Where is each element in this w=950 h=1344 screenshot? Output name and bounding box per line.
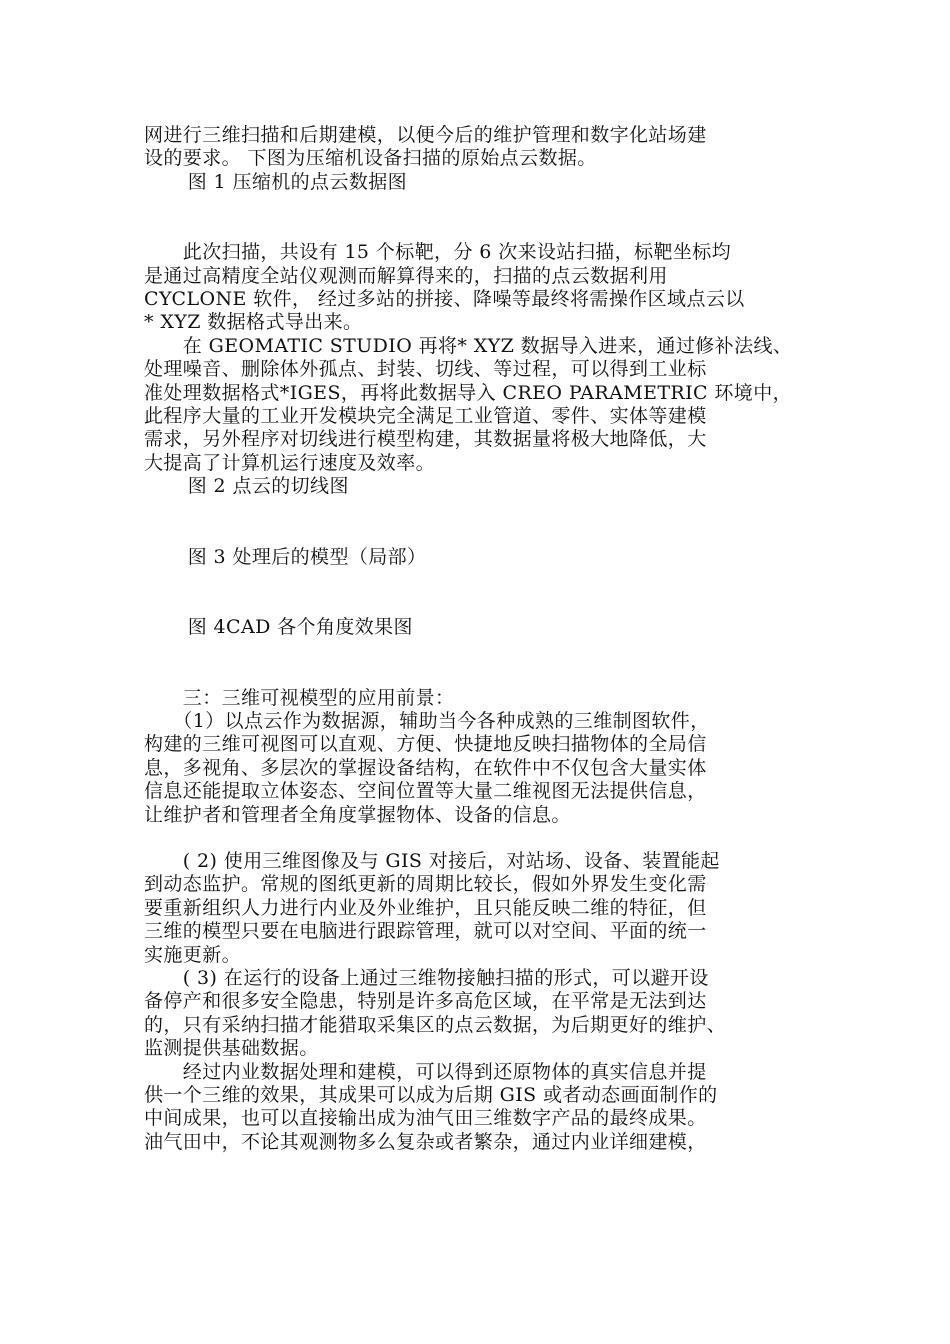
text-line: 实施更新。 [144,943,242,966]
list-item-2 [144,850,810,967]
paragraph-conclusion [144,1061,810,1155]
figure-3-placeholder [144,569,810,616]
figure-3-caption: 图 3 处理后的模型（局部） [187,545,427,568]
text-line: 经过内业数据处理和建模，可以得到还原物体的真实信息并提 [144,1060,707,1083]
text-line: 三维的模型只要在电脑进行跟踪管理，就可以对空间、平面的统一 [144,920,707,943]
text-line: 信息还能提取立体姿态、空间位置等大量二维视图无法提供信息， [144,780,707,803]
text-line: 构建的三维可视图可以直观、方便、快捷地反映扫描物体的全局信 [144,733,707,756]
text-line: 监测提供基础数据。 [144,1037,319,1060]
text-line: 备停产和很多安全隐患，特别是许多高危区域，在平常是无法到达 [144,990,707,1013]
text-line: 此次扫描，共设有 15 个标靶，分 6 次来设站扫描，标靶坐标均 [144,241,732,264]
figure-1-caption: 图 1 压缩机的点云数据图 [187,170,408,193]
text-line: 需求，另外程序对切线进行模型构建，其数据量将极大地降低，大 [144,428,707,451]
text-line: 的，只有采纳扫描才能猎取采集区的点云数据，为后期更好的维护、 [144,1013,727,1036]
figure-2-placeholder [144,499,810,546]
section-3-heading: 三：三维可视模型的应用前景： [144,686,455,709]
text-line: * XYZ 数据格式导出来。 [144,311,363,334]
text-line: 油气田中，不论其观测物多么复杂或者繁杂，通过内业详细建模， [144,1130,707,1153]
intro-line-2: 设的要求。 下图为压缩机设备扫描的原始点云数据。 [144,147,597,170]
text-line: 准处理数据格式*IGES，再将此数据导入 CREO PARAMETRIC 环境中， [144,381,793,404]
text-line: 让维护者和管理者全角度掌握物体、设备的信息。 [144,803,571,826]
paragraph-geomatic [144,335,810,475]
text-line: 供一个三维的效果，其成果可以成为后期 GIS 或者动态画面制作的 [144,1084,718,1106]
text-line: 到动态监护。常规的图纸更新的周期比较长，假如外界发生变化需 [144,873,707,896]
figure-1-placeholder [144,194,810,241]
figure-4-caption: 图 4CAD 各个角度效果图 [187,616,413,639]
text-line: 息，多视角、多层次的掌握设备结构，在软件中不仅包含大量实体 [144,756,707,779]
text-line: 中间成果，也可以直接输出成为油气田三维数字产品的最终成果。 [144,1107,707,1130]
list-item-3 [144,967,810,1061]
text-line: 要重新组织人力进行内业及外业维护，且只能反映二维的特征，但 [144,896,707,919]
text-line: ( 2) 使用三维图像及与 GIS 对接后，对站场、设备、装置能起 [144,849,720,872]
intro-line-1: 网进行三维扫描和后期建模，以便今后的维护管理和数字化站场建 [144,124,707,146]
text-line: （1）以点云作为数据源，辅助当今各种成熟的三维制图软件， [144,709,710,732]
figure-4-placeholder [144,640,810,687]
paragraph-spacer [144,827,810,850]
list-item-1 [144,710,810,827]
text-line: 在 GEOMATIC STUDIO 再将* XYZ 数据导入进来，通过修补法线、 [144,334,793,357]
text-line: ( 3) 在运行的设备上通过三维物接触扫描的形式，可以避开设 [144,966,709,989]
figure-2-caption: 图 2 点云的切线图 [187,475,349,498]
text-line: 处理噪音、删除体外孤点、封装、切线、等过程，可以得到工业标 [144,358,707,381]
text-line: 是通过高精度全站仪观测而解算得来的，扫描的点云数据利用 [144,264,668,287]
text-line: 此程序大量的工业开发模块完全满足工业管道、零件、实体等建模 [144,405,707,428]
text-line: CYCLONE 软件， 经过多站的拼接、降噪等最终将需操作区域点云以 [144,288,745,311]
document-body [144,124,810,1154]
text-line: 大提高了计算机运行速度及效率。 [144,451,436,474]
paragraph-scan [144,241,810,335]
